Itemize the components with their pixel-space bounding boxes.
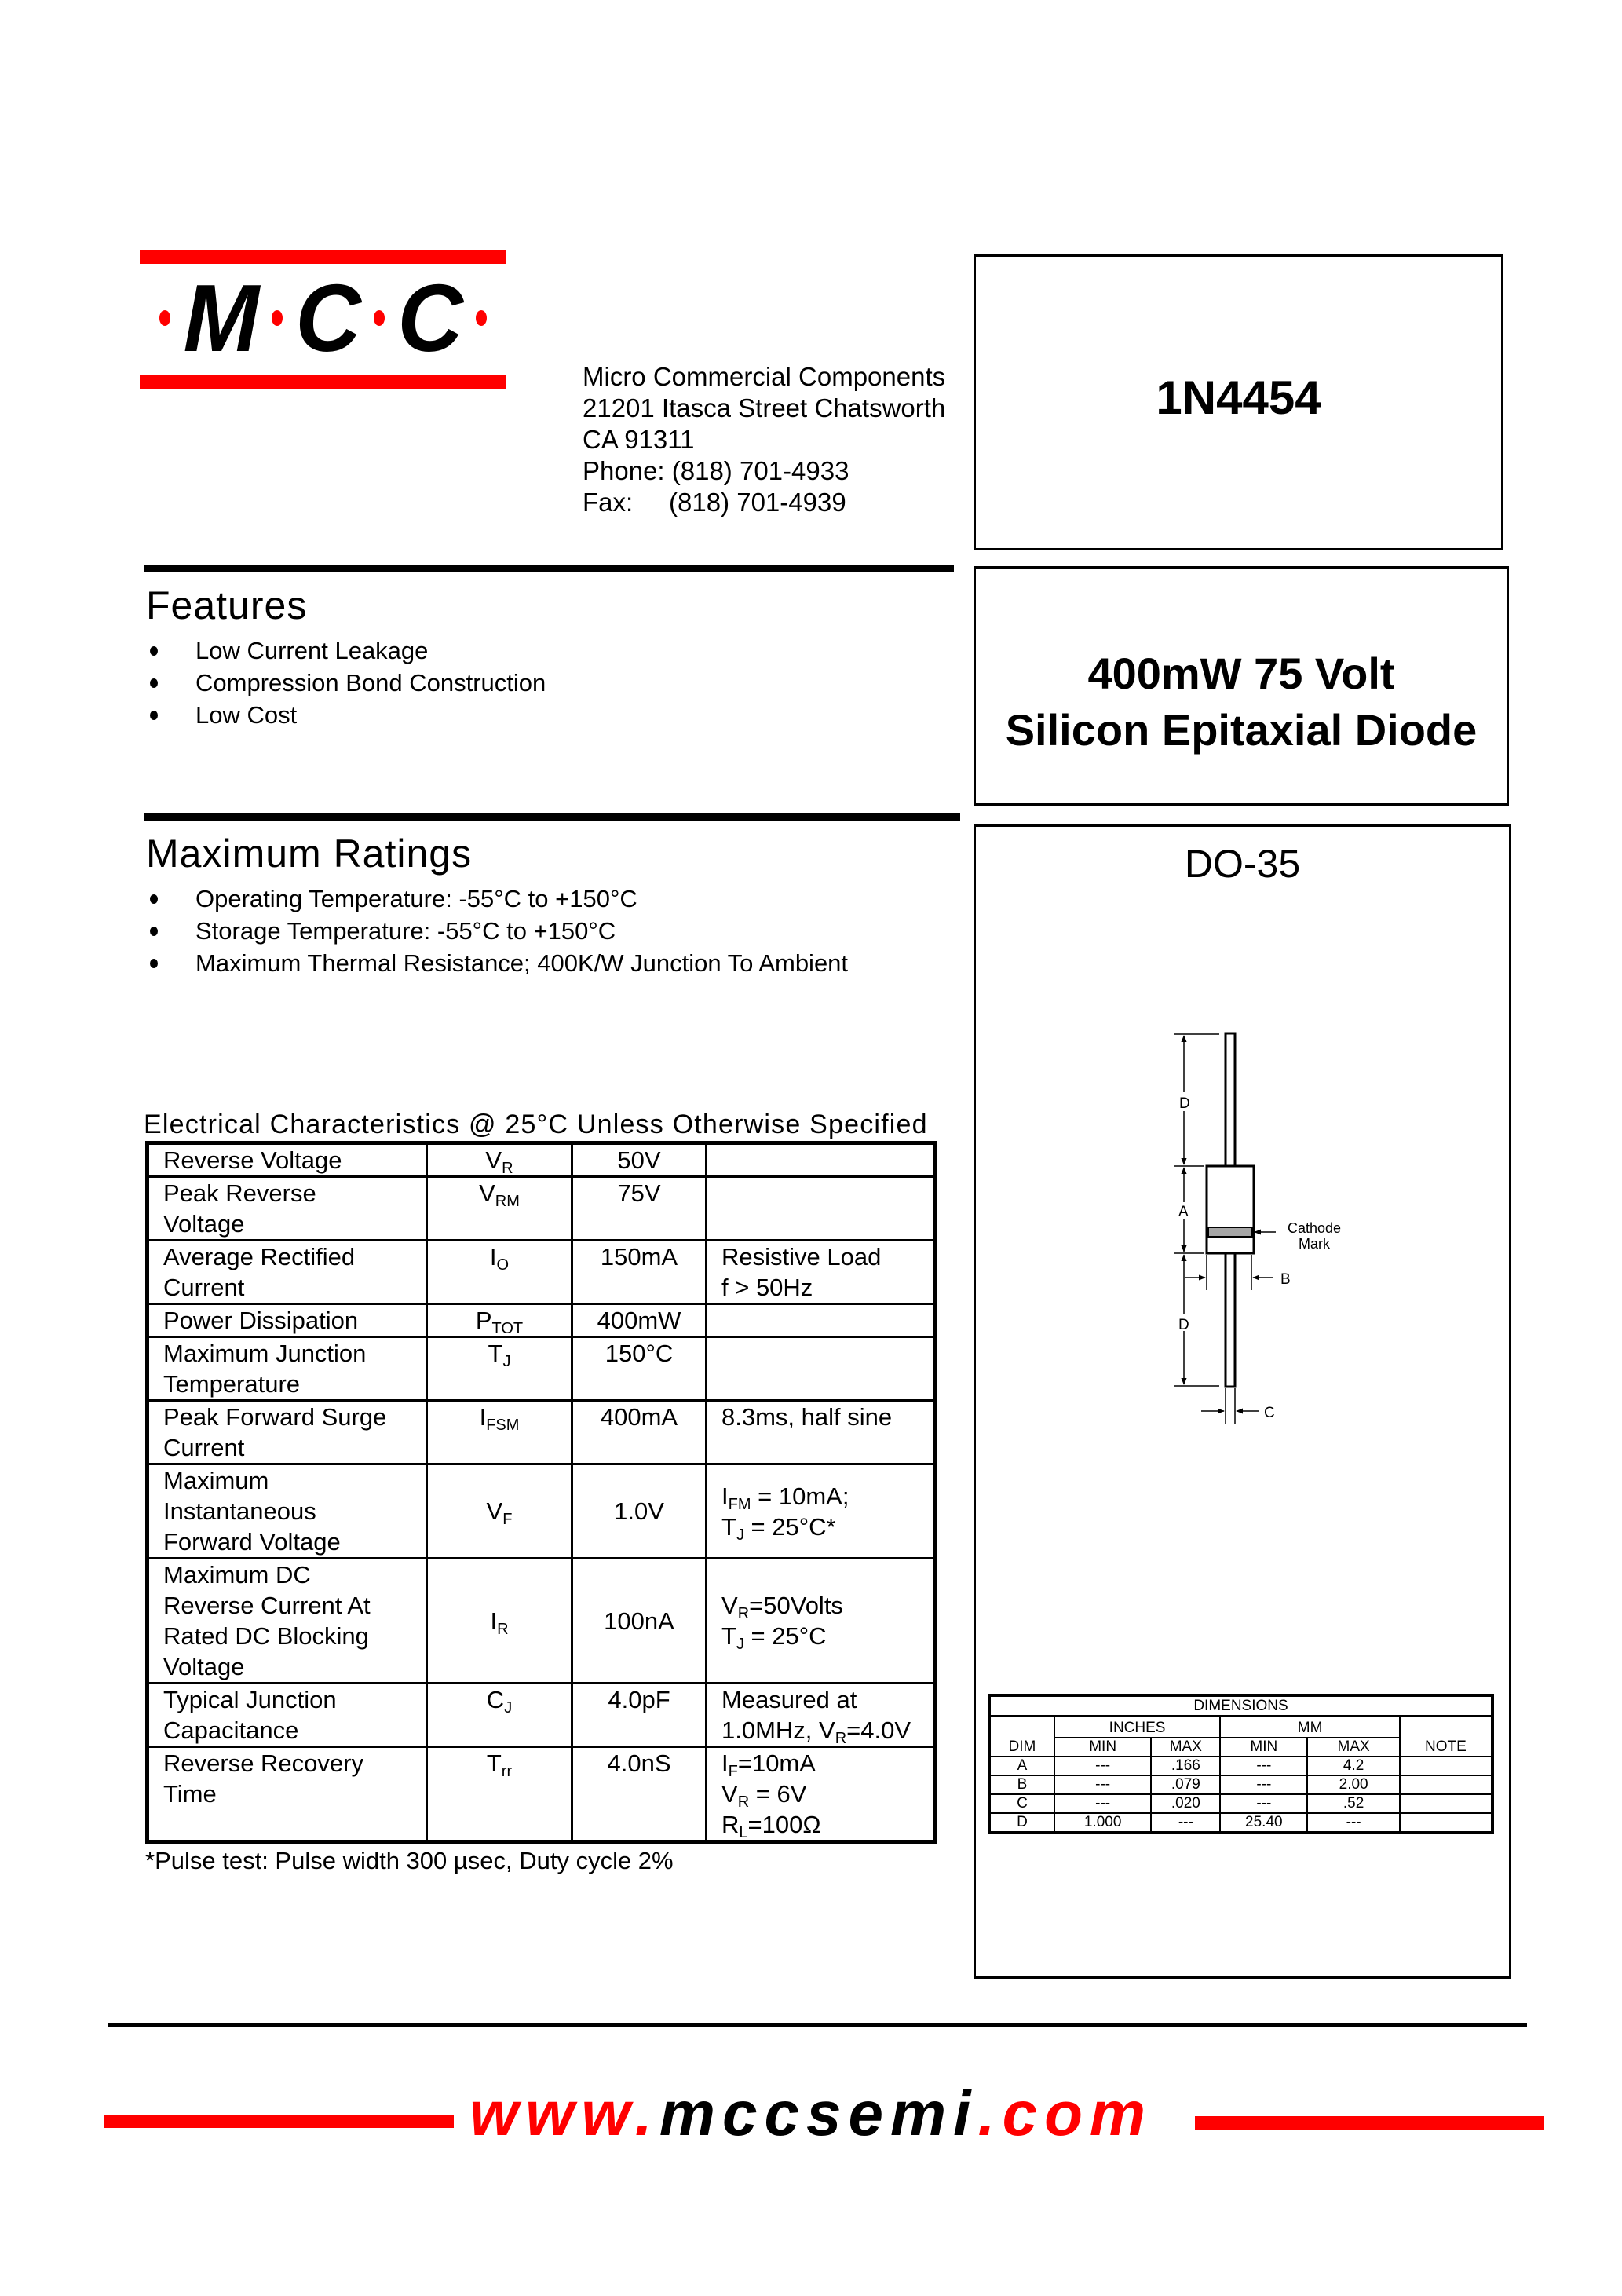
- label-mark: Mark: [1299, 1236, 1330, 1252]
- dimension-cell: C: [989, 1794, 1054, 1813]
- parameter-cell: [148, 1401, 427, 1464]
- table-row: [148, 1241, 935, 1304]
- condition-text: I: [721, 1749, 729, 1777]
- parameter-cell: [148, 1304, 427, 1337]
- table-row: [148, 1337, 935, 1401]
- condition-line: [721, 1779, 933, 1809]
- value-cell: 400mA: [572, 1401, 707, 1464]
- dimension-cell: [1400, 1757, 1492, 1775]
- condition-cell: [707, 1464, 935, 1559]
- symbol-subscript: O: [496, 1256, 510, 1274]
- dimension-cell: B: [989, 1775, 1054, 1794]
- parameter-line: Capacitance: [163, 1717, 299, 1744]
- part-number-box: [974, 254, 1503, 550]
- dimension-cell: .020: [1151, 1794, 1220, 1813]
- symbol: T: [486, 1749, 502, 1777]
- mm-max-header: MAX: [1307, 1738, 1400, 1757]
- condition-subscript: R: [835, 1730, 847, 1747]
- parameter-line: Maximum Junction: [163, 1340, 367, 1367]
- feature-item: Low Current Leakage: [144, 634, 546, 667]
- condition-cell: [707, 1747, 935, 1842]
- parameter-line: Reverse Voltage: [163, 1146, 342, 1174]
- condition-subscript: J: [736, 1636, 744, 1653]
- address-city: CA 91311: [583, 425, 695, 454]
- parameter-cell: [148, 1177, 427, 1241]
- dimension-cell: [1400, 1794, 1492, 1813]
- dim-header: DIM: [989, 1716, 1054, 1757]
- symbol-cell: [427, 1559, 572, 1684]
- electrical-characteristics-title: Electrical Characteristics @ 25°C Unless Otherwise Specified: [144, 1110, 928, 1139]
- label-c: C: [1264, 1405, 1275, 1421]
- dimension-cell: .166: [1151, 1757, 1220, 1775]
- symbol-cell: [427, 1337, 572, 1401]
- condition-subscript: F: [728, 1763, 738, 1780]
- parameter-line: Time: [163, 1780, 217, 1808]
- url-suffix: .com: [977, 2078, 1153, 2148]
- parameter-cell: [148, 1684, 427, 1747]
- parameter-line: Peak Reverse: [163, 1179, 316, 1207]
- condition-line: f > 50Hz: [721, 1274, 813, 1301]
- condition-line: [721, 1512, 933, 1542]
- parameter-cell: [148, 1747, 427, 1842]
- condition-text: T: [721, 1622, 736, 1650]
- table-row: [148, 1304, 935, 1337]
- parameter-line: Forward Voltage: [163, 1528, 341, 1556]
- condition-cell: [707, 1177, 935, 1241]
- dimension-cell: ---: [1151, 1813, 1220, 1833]
- address-street: 21201 Itasca Street Chatsworth: [583, 393, 946, 422]
- dimension-cell: ---: [1054, 1757, 1152, 1775]
- features-list: [144, 634, 546, 731]
- inches-group-header: INCHES: [1054, 1716, 1220, 1738]
- value-cell: 100nA: [572, 1559, 707, 1684]
- parameter-line: Current: [163, 1434, 245, 1461]
- dimension-cell: A: [989, 1757, 1054, 1775]
- pulse-test-footnote: *Pulse test: Pulse width 300 µsec, Duty cycle 2%: [145, 1847, 674, 1874]
- symbol-subscript: FSM: [486, 1417, 520, 1434]
- condition-subscript: FM: [728, 1495, 751, 1513]
- symbol: I: [489, 1243, 497, 1270]
- symbol: I: [490, 1607, 498, 1635]
- label-a: A: [1178, 1204, 1189, 1220]
- table-row: [148, 1177, 935, 1241]
- condition-text: V: [721, 1592, 738, 1619]
- condition-text: 1.0MHz, V: [721, 1717, 835, 1744]
- symbol-cell: [427, 1241, 572, 1304]
- logo-dot: [476, 310, 487, 326]
- value-cell: 4.0nS: [572, 1747, 707, 1842]
- symbol-subscript: J: [504, 1699, 513, 1717]
- table-row: [148, 1747, 935, 1842]
- condition-cell: [707, 1401, 935, 1464]
- symbol-subscript: rr: [501, 1763, 513, 1780]
- table-row: [148, 1684, 935, 1747]
- parameter-cell: [148, 1559, 427, 1684]
- company-phone: Phone: (818) 701-4933: [583, 456, 849, 485]
- condition-line: [721, 1684, 933, 1715]
- condition-text: I: [721, 1482, 729, 1510]
- company-address: [583, 361, 945, 518]
- condition-subscript: J: [736, 1526, 744, 1544]
- parameter-line: Average Rectified: [163, 1243, 356, 1270]
- symbol-cell: [427, 1684, 572, 1747]
- mm-min-header: MIN: [1220, 1738, 1307, 1757]
- logo-top-bar: [140, 250, 506, 264]
- parameter-line: Maximum DC: [163, 1561, 311, 1589]
- logo-dot: [272, 310, 283, 326]
- logo-dot: [159, 310, 170, 326]
- condition-text: V: [721, 1780, 738, 1808]
- condition-line: [721, 1809, 933, 1840]
- condition-cell: [707, 1559, 935, 1684]
- company-name: Micro Commercial Components: [583, 362, 946, 391]
- rating-item: Operating Temperature: -55°C to +150°C: [144, 883, 848, 915]
- symbol-subscript: TOT: [491, 1320, 524, 1337]
- condition-text: =50Volts: [749, 1592, 843, 1619]
- condition-line: [721, 1621, 933, 1651]
- parameter-line: Temperature: [163, 1370, 301, 1398]
- parameter-cell: [148, 1143, 427, 1177]
- symbol: I: [479, 1403, 487, 1431]
- parameter-line: Current: [163, 1274, 245, 1301]
- dimension-cell: ---: [1307, 1813, 1400, 1833]
- dimension-row: [989, 1775, 1492, 1794]
- part-description: [976, 645, 1507, 759]
- dimension-row: [989, 1813, 1492, 1833]
- dimension-cell: ---: [1054, 1794, 1152, 1813]
- features-divider: [144, 565, 954, 572]
- logo-dot: [374, 310, 385, 326]
- dimension-cell: D: [989, 1813, 1054, 1833]
- parameter-cell: [148, 1464, 427, 1559]
- value-cell: 150mA: [572, 1241, 707, 1304]
- parameter-line: Instantaneous: [163, 1497, 316, 1525]
- parameter-line: Power Dissipation: [163, 1307, 359, 1334]
- symbol-subscript: R: [497, 1620, 509, 1638]
- condition-text: T: [721, 1512, 736, 1541]
- parameter-line: Voltage: [163, 1210, 245, 1238]
- condition-line: Resistive Load: [721, 1243, 882, 1270]
- inches-min-header: MIN: [1054, 1738, 1152, 1757]
- url-prefix: www.: [469, 2078, 659, 2148]
- symbol-cell: [427, 1401, 572, 1464]
- table-row: [148, 1401, 935, 1464]
- note-header: NOTE: [1400, 1716, 1492, 1757]
- parameter-cell: [148, 1337, 427, 1401]
- description-box: [974, 566, 1509, 806]
- inches-max-header: MAX: [1151, 1738, 1220, 1757]
- symbol-subscript: F: [502, 1511, 513, 1528]
- company-fax: Fax: (818) 701-4939: [583, 488, 846, 517]
- cathode-band: [1208, 1227, 1252, 1237]
- electrical-characteristics-table: [145, 1141, 937, 1844]
- label-b: B: [1280, 1271, 1291, 1288]
- symbol: T: [488, 1340, 503, 1367]
- parameter-line: Reverse Current At: [163, 1592, 371, 1619]
- value-cell: 4.0pF: [572, 1684, 707, 1747]
- website-url[interactable]: [0, 2078, 1622, 2148]
- symbol-subscript: R: [502, 1160, 513, 1177]
- condition-text: = 25°C*: [743, 1512, 836, 1541]
- condition-text: =100Ω: [747, 1811, 821, 1838]
- condition-line: [721, 1715, 933, 1746]
- ratings-title: Maximum Ratings: [146, 832, 473, 876]
- do35-package-drawing: [976, 827, 1514, 1534]
- dimension-cell: ---: [1220, 1775, 1307, 1794]
- features-title: Features: [146, 583, 308, 627]
- symbol: V: [479, 1179, 495, 1207]
- dimension-row: [989, 1794, 1492, 1813]
- ratings-divider: [144, 813, 960, 821]
- parameter-line: Reverse Recovery: [163, 1749, 363, 1777]
- dimension-row: [989, 1757, 1492, 1775]
- condition-cell: [707, 1241, 935, 1304]
- dimension-cell: 25.40: [1220, 1813, 1307, 1833]
- dimension-cell: .52: [1307, 1794, 1400, 1813]
- condition-text: = 10mA;: [751, 1482, 849, 1510]
- condition-cell: [707, 1143, 935, 1177]
- condition-cell: [707, 1304, 935, 1337]
- condition-text: Measured at: [721, 1686, 857, 1713]
- rating-item: Maximum Thermal Resistance; 400K/W Junction To Ambient: [144, 947, 848, 979]
- description-line-2: Silicon Epitaxial Diode: [1005, 705, 1478, 755]
- parameter-line: Voltage: [163, 1653, 245, 1680]
- condition-subscript: R: [737, 1793, 750, 1811]
- symbol: C: [486, 1686, 505, 1713]
- dimensions-table: [988, 1694, 1494, 1834]
- symbol-subscript: RM: [495, 1193, 520, 1210]
- condition-line: 8.3ms, half sine: [721, 1403, 893, 1431]
- condition-cell: [707, 1337, 935, 1401]
- dimension-cell: [1400, 1775, 1492, 1794]
- label-d-top: D: [1179, 1095, 1190, 1112]
- parameter-line: Rated DC Blocking: [163, 1622, 369, 1650]
- description-line-1: 400mW 75 Volt: [1087, 649, 1395, 698]
- parameter-line: Peak Forward Surge: [163, 1403, 387, 1431]
- dimension-cell: .079: [1151, 1775, 1220, 1794]
- dimension-cell: [1400, 1813, 1492, 1833]
- parameter-line: Maximum: [163, 1467, 269, 1494]
- ratings-list: [144, 883, 848, 979]
- dimension-cell: ---: [1220, 1794, 1307, 1813]
- table-row: [148, 1143, 935, 1177]
- condition-line: [721, 1590, 933, 1621]
- symbol: V: [486, 1497, 503, 1525]
- label-cathode: Cathode: [1288, 1220, 1342, 1236]
- parameter-cell: [148, 1241, 427, 1304]
- value-cell: 400mW: [572, 1304, 707, 1337]
- footer-divider: [108, 2023, 1527, 2027]
- dimension-cell: ---: [1054, 1775, 1152, 1794]
- feature-item: Low Cost: [144, 699, 546, 731]
- value-cell: 50V: [572, 1143, 707, 1177]
- condition-cell: [707, 1684, 935, 1747]
- parameter-line: Typical Junction: [163, 1686, 337, 1713]
- condition-text: R: [721, 1811, 740, 1838]
- dimensions-title: DIMENSIONS: [989, 1695, 1492, 1716]
- condition-text: =4.0V: [846, 1717, 911, 1744]
- logo-letter-c2: C: [397, 265, 464, 371]
- condition-text: = 25°C: [743, 1622, 827, 1650]
- symbol-subscript: J: [502, 1353, 511, 1370]
- symbol-cell: [427, 1177, 572, 1241]
- logo-letter-c1: C: [295, 265, 362, 371]
- symbol: P: [475, 1307, 492, 1334]
- symbol: V: [485, 1146, 502, 1174]
- rating-item: Storage Temperature: -55°C to +150°C: [144, 915, 848, 947]
- mcc-logo: [140, 265, 506, 371]
- condition-subscript: R: [737, 1605, 750, 1622]
- value-cell: 1.0V: [572, 1464, 707, 1559]
- feature-item: Compression Bond Construction: [144, 667, 546, 699]
- symbol-cell: [427, 1143, 572, 1177]
- package-title: DO-35: [1184, 842, 1301, 886]
- logo-letter-m: M: [183, 265, 259, 371]
- condition-text: =10mA: [737, 1749, 816, 1777]
- mm-group-header: MM: [1220, 1716, 1400, 1738]
- dimension-cell: 1.000: [1054, 1813, 1152, 1833]
- condition-line: [721, 1748, 933, 1779]
- dimension-cell: 4.2: [1307, 1757, 1400, 1775]
- url-domain: mccsemi: [659, 2078, 978, 2148]
- condition-text: = 6V: [749, 1780, 807, 1808]
- symbol-cell: [427, 1464, 572, 1559]
- label-d-bottom: D: [1178, 1317, 1189, 1333]
- condition-line: [721, 1481, 933, 1512]
- part-number: 1N4454: [1156, 371, 1321, 424]
- symbol-cell: [427, 1304, 572, 1337]
- condition-subscript: L: [739, 1824, 748, 1841]
- value-cell: 75V: [572, 1177, 707, 1241]
- symbol-cell: [427, 1747, 572, 1842]
- dimension-cell: ---: [1220, 1757, 1307, 1775]
- table-row: [148, 1464, 935, 1559]
- logo-bottom-bar: [140, 375, 506, 389]
- dimension-cell: 2.00: [1307, 1775, 1400, 1794]
- table-row: [148, 1559, 935, 1684]
- value-cell: 150°C: [572, 1337, 707, 1401]
